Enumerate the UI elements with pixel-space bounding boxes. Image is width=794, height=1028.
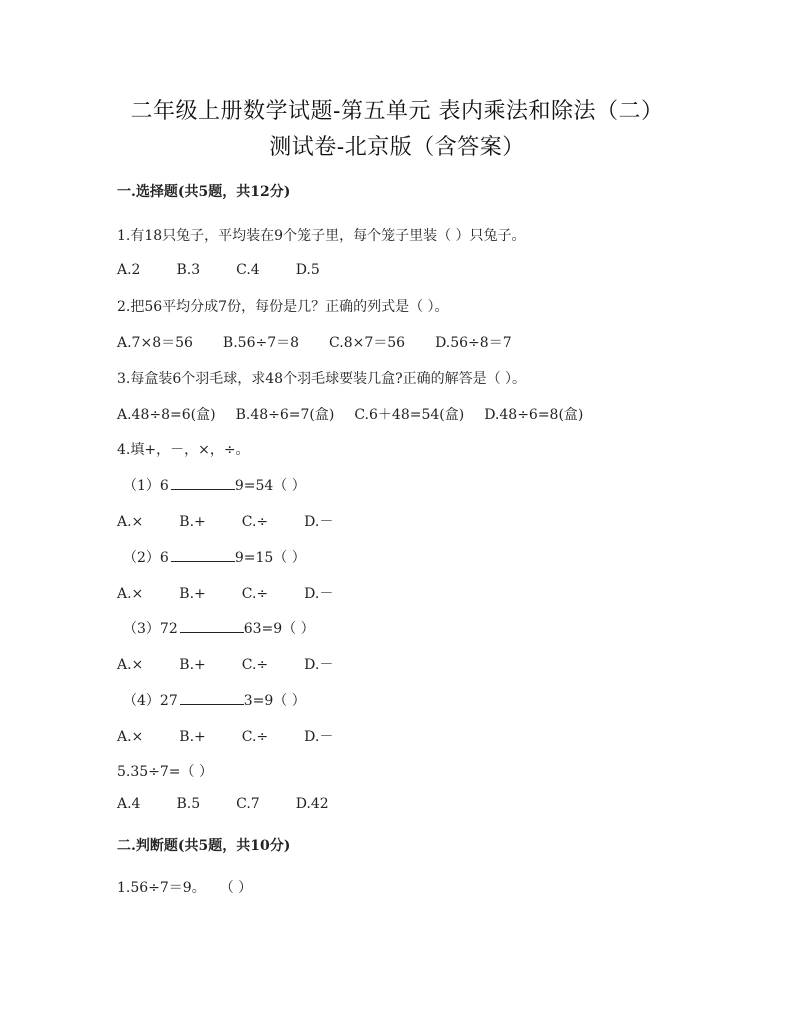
fill-blank[interactable] <box>180 620 244 633</box>
question-2-text: 2.把56平均分成7份，每份是几？正确的列式是（ ）。 <box>117 299 449 315</box>
document-title-line-1: 二年级上册数学试题-第五单元 表内乘法和除法（二） <box>130 99 664 124</box>
document-title-line-2: 测试卷-北京版（含答案） <box>269 135 525 160</box>
question-4-sub-2-options <box>117 583 369 603</box>
option-d: D.56÷8＝7 <box>435 335 512 351</box>
option-d: D.48÷6=8(盒) <box>484 407 584 423</box>
question-2-options <box>117 332 542 352</box>
question-5-text: 5.35÷7=（ ） <box>117 764 213 780</box>
question-4-sub-4-options <box>117 726 369 746</box>
option-c: C.÷ <box>241 657 269 673</box>
fill-blank[interactable] <box>171 477 235 490</box>
question-4-sub-4: （4）27 3=9（ ） <box>123 693 306 709</box>
question-4-sub-1: （1）6 9=54（ ） <box>123 478 306 494</box>
question-4-sub-2: （2）6 9=15（ ） <box>123 550 306 566</box>
option-d: D.－ <box>304 514 334 530</box>
question-4-text: 4.填+，－，×，÷。 <box>117 442 250 458</box>
option-c: C.÷ <box>241 586 269 602</box>
fill-blank[interactable] <box>171 549 235 562</box>
option-c: C.÷ <box>241 514 269 530</box>
option-a: A.7×8＝56 <box>117 335 193 351</box>
option-a: A.× <box>117 729 144 745</box>
option-c: C.÷ <box>241 729 269 745</box>
option-c: C.4 <box>236 262 260 278</box>
option-d: D.42 <box>295 796 329 812</box>
section-heading-choice: 一.选择题(共5题，共12分) <box>117 184 291 200</box>
question-5-options <box>117 796 365 812</box>
fill-blank[interactable] <box>180 692 244 705</box>
judgement-1-text: 1.56÷7＝9。 （ ） <box>117 880 253 896</box>
question-4-sub-3: （3）72 63=9（ ） <box>123 621 315 637</box>
option-b: B.48÷6=7(盒) <box>235 407 335 423</box>
option-d: D.－ <box>304 586 334 602</box>
option-a: A.× <box>117 657 144 673</box>
option-b: B.+ <box>179 586 206 602</box>
question-1-text: 1.有18只兔子，平均装在9个笼子里，每个笼子里装（ ）只兔子。 <box>117 228 526 244</box>
option-b: B.56÷7＝8 <box>222 335 300 351</box>
option-b: B.3 <box>176 262 201 278</box>
option-d: D.5 <box>295 262 320 278</box>
question-3-options <box>117 404 603 424</box>
question-4-sub-3-options <box>117 654 369 674</box>
question-1-options <box>117 262 356 278</box>
option-b: B.+ <box>179 729 206 745</box>
option-a: A.4 <box>117 796 141 812</box>
option-a: A.× <box>117 586 144 602</box>
option-b: B.+ <box>179 657 206 673</box>
option-b: B.+ <box>179 514 206 530</box>
section-heading-judgement: 二.判断题(共5题，共10分) <box>117 838 291 854</box>
option-c: C.6＋48=54(盒) <box>354 407 465 423</box>
option-c: C.8×7＝56 <box>329 335 406 351</box>
option-a: A.2 <box>117 262 141 278</box>
option-d: D.－ <box>304 657 334 673</box>
option-b: B.5 <box>176 796 201 812</box>
question-3-text: 3.每盒装6个羽毛球，求48个羽毛球要装几盒?正确的解答是（ ）。 <box>117 371 527 387</box>
option-c: C.7 <box>236 796 260 812</box>
question-4-sub-1-options <box>117 511 369 531</box>
option-a: A.× <box>117 514 144 530</box>
option-a: A.48÷8=6(盒) <box>117 407 216 423</box>
option-d: D.－ <box>304 729 334 745</box>
